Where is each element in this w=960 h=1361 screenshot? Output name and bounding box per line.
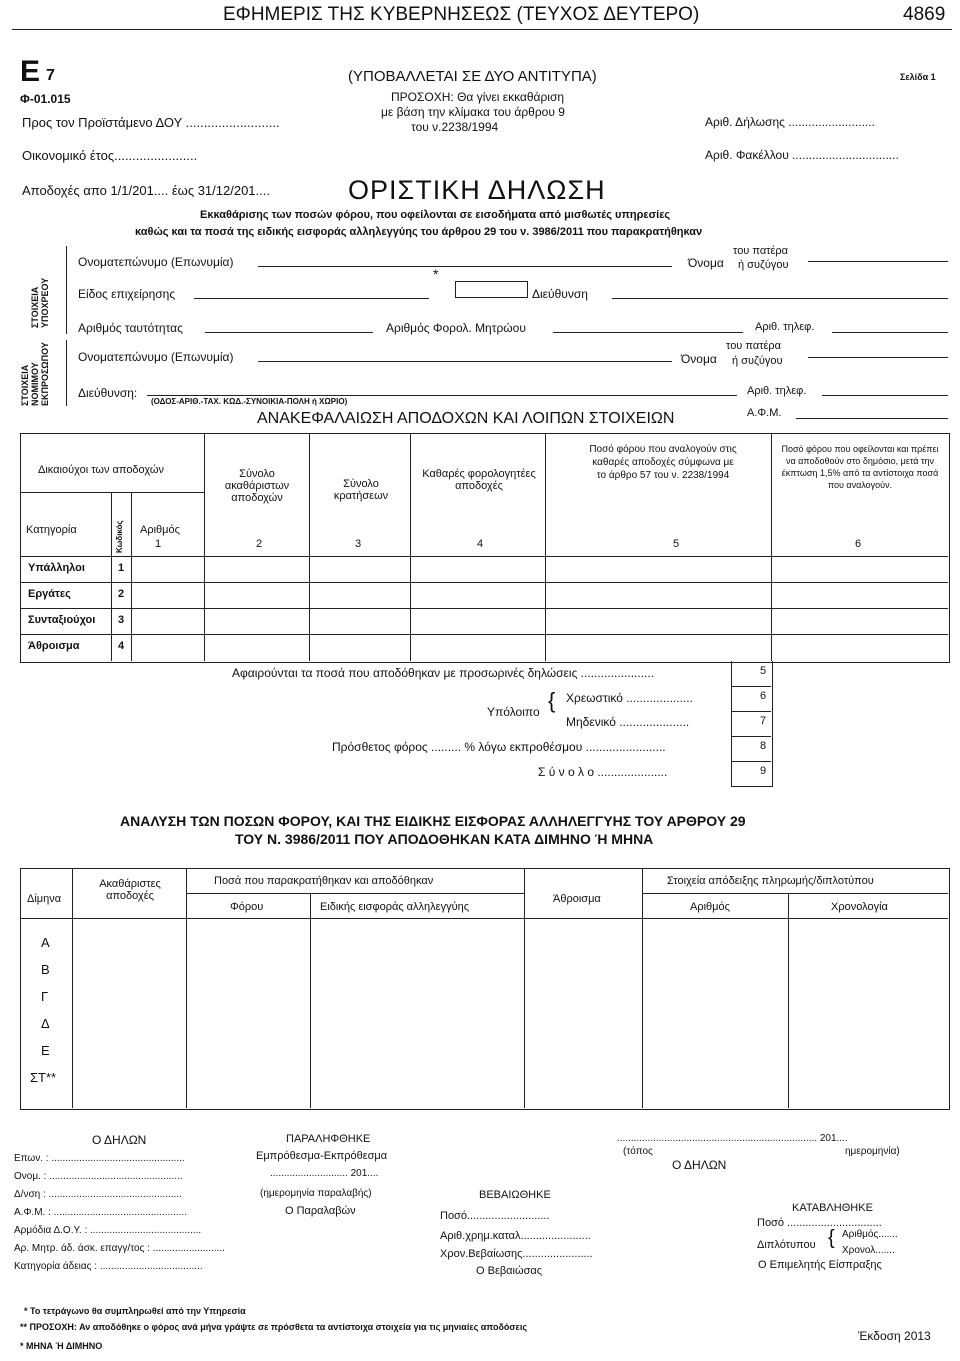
place-hint: (τόπος: [623, 1146, 653, 1157]
zero-label: Μηδενικό .....................: [566, 715, 690, 729]
employer-name-label: Ονοματεπώνυμο (Επωνυμία): [78, 255, 234, 269]
analysis-row-divider: [642, 893, 948, 894]
summary-col-divider: [131, 492, 132, 661]
employer-phone-label: Αριθ. τηλεφ.: [755, 321, 815, 333]
place-date-line[interactable]: ........................................................................ 201....: [617, 1133, 848, 1144]
analysis-col-divider: [72, 868, 73, 1108]
h-beneficiaries: Δικαιούχοι των αποδοχών: [38, 464, 164, 476]
edition-label: Έκδοση 2013: [858, 1329, 931, 1343]
rep-phone-label: Αριθ. τηλεφ.: [747, 385, 807, 397]
summary-col-divider: [111, 492, 112, 661]
file-no-field[interactable]: Αριθ. Φακέλλου ................................: [705, 148, 899, 162]
duplicate-number[interactable]: Αριθμός.......: [842, 1229, 898, 1240]
analysis-title-1: ΑΝΑΛΥΣΗ ΤΩΝ ΠΟΣΩΝ ΦΟΡΟΥ, ΚΑΙ ΤΗΣ ΕΙΔΙΚΗΣ ΕΙΣΦΟΡΑΣ ΑΛΛΗΛΕΓΓΥΗΣ ΤΟΥ ΑΡΘΡΟΥ 29: [120, 813, 746, 829]
h-proof-number: Αριθμός: [690, 901, 730, 913]
surcharge-no: 8: [760, 740, 767, 752]
code-divider: [731, 761, 771, 762]
h-net: Καθαρές φορολογητέες αποδοχές: [422, 468, 536, 492]
debit-label: Χρεωστικό ....................: [566, 691, 693, 705]
declarant-title-2: Ο ΔΗΛΩΝ: [672, 1158, 727, 1172]
page-number: 4869: [903, 4, 946, 25]
period-row: ΣΤ**: [30, 1070, 57, 1085]
note-1: * Το τετράγωνο θα συμπληρωθεί από την Υπηρεσία: [24, 1306, 246, 1316]
col-num: 3: [355, 538, 362, 550]
employer-phone-line[interactable]: [832, 332, 948, 333]
rep-father-label: Όνομα: [681, 352, 717, 366]
employer-father-line[interactable]: [808, 261, 948, 262]
col-num: 4: [477, 538, 484, 550]
subtitle-line1: Εκκαθάρισης των ποσών φόρου, που οφείλονται σε εισοδήματα από μισθωτές υπηρεσίες: [200, 209, 671, 221]
received-hint: (ημερομηνία παραλαβής): [260, 1188, 372, 1199]
row-code: 4: [118, 640, 125, 652]
rep-bracket: [66, 340, 67, 406]
summary-col-divider: [410, 433, 411, 661]
analysis-title-2: ΤΟΥ Ν. 3986/2011 ΠΟΥ ΑΠΟΔΟΘΗΚΑΝ ΚΑΤΑ ΔΙΜΗΝΟ Ή ΜΗΝΑ: [235, 831, 654, 847]
employer-address-label: Διεύθυνση: [532, 287, 588, 301]
footer-field[interactable]: Επων. : ................................................: [14, 1153, 185, 1164]
employer-side-label: ΣΤΟΙΧΕΙΑ ΥΠΟΧΡΕΟΥ: [30, 277, 50, 328]
note-3: * ΜΗΝΑ Ή ΔΙΜΗΝΟ: [20, 1341, 103, 1351]
h-proof: Στοιχεία απόδειξης πληρωμής/διπλοτύπου: [667, 875, 874, 887]
code-divider: [731, 711, 771, 712]
received-by: Εμπρόθεσμα-Εκπρόθεσμα: [256, 1150, 388, 1162]
employer-id-label: Αριθμός ταυτότητας: [78, 321, 183, 335]
period-row: Β: [41, 962, 50, 977]
certified-acct-no[interactable]: Αριθ.χρημ.καταλ.......................: [440, 1230, 591, 1242]
footer-field[interactable]: Δ/νση : ................................................: [14, 1189, 182, 1200]
h-gross: Σύνολο ακαθάριστων αποδοχών: [224, 468, 290, 504]
paid-amount[interactable]: Ποσό ...............................: [757, 1217, 882, 1229]
code-divider: [731, 686, 771, 687]
attention-line2: με βάση την κλίμακα του άρθρου 9: [381, 105, 565, 119]
h-tax-paid: Ποσό φόρου που οφείλονται και πρέπει να αποδοθούν στο δημόσιο, μετά την έκπτωση 1,5% από τα αντίστοιχα ποσά που αναλογούν.: [781, 444, 939, 490]
period-row: Α: [41, 935, 50, 950]
date-hint: ημερομηνία): [845, 1146, 900, 1157]
service-box: [455, 281, 528, 298]
employer-taxreg-line[interactable]: [553, 332, 743, 333]
analysis-col-divider: [642, 868, 643, 1108]
employer-bracket: [66, 246, 67, 334]
period-row: Δ: [41, 1016, 50, 1031]
rep-name-line[interactable]: [258, 361, 672, 362]
surcharge-label: Πρόσθετος φόρος ......... % λόγω εκπροθέσμου ........................: [332, 740, 666, 754]
row-label: Συνταξιούχοι: [28, 614, 96, 626]
deduct-label: Αφαιρούνται τα ποσά που αποδόθηκαν με προσωρινές δηλώσεις ......................: [232, 666, 655, 680]
rep-afm-label: Α.Φ.Μ.: [747, 407, 782, 419]
main-title: ΟΡΙΣΤΙΚΗ ΔΗΛΩΣΗ: [348, 175, 606, 205]
h-number: Αριθμός: [140, 524, 180, 536]
rep-address-line[interactable]: [147, 395, 737, 396]
period-field[interactable]: Αποδοχές απο 1/1/201.... έως 31/12/201....: [22, 183, 270, 198]
summary-col-divider: [204, 433, 205, 661]
footer-field[interactable]: Ονομ. : ................................................: [14, 1171, 183, 1182]
form-code-e-num: 7: [46, 67, 55, 84]
certified-title: ΒΕΒΑΙΩΘΗΚΕ: [479, 1189, 551, 1201]
received-title: ΠΑΡΑΛΗΦΘΗΚΕ: [286, 1133, 371, 1145]
footer-field[interactable]: Α.Φ.Μ. : ................................................: [14, 1207, 188, 1218]
summary-row-divider: [20, 556, 948, 557]
rep-address-label: Διεύθυνση:: [78, 386, 138, 400]
h-analysis-total: Άθροισμα: [553, 893, 601, 905]
col-num: 2: [256, 538, 263, 550]
row-label: Εργάτες: [28, 588, 71, 600]
attention-line3: του ν.2238/1994: [411, 120, 499, 134]
employer-business-label: Είδος επιχείρησης: [78, 287, 176, 301]
employer-father-opt2: ή συζύγου: [738, 259, 789, 271]
h-period: Δίμηνα: [27, 893, 62, 905]
summary-col-divider: [545, 433, 546, 661]
total-label: Σ ύ ν ο λ ο .....................: [538, 765, 668, 779]
row-code: 3: [118, 614, 125, 626]
gazette-header: ΕΦΗΜΕΡΙΣ ΤΗΣ ΚΥΒΕΡΝΗΣΕΩΣ (ΤΕΥΧΟΣ ΔΕΥΤΕΡΟ): [223, 4, 700, 25]
h-proof-date: Χρονολογία: [831, 901, 888, 913]
col-num: 6: [855, 538, 862, 550]
h-tax-due: Ποσό φόρου που αναλογούν στις καθαρές αποδοχές σύμφωνα με το άρθρο 57 του ν. 2238/1994: [589, 444, 737, 481]
certified-amount[interactable]: Ποσό...........................: [440, 1210, 550, 1222]
receiver: Ο Παραλαβών: [285, 1205, 356, 1217]
h-withheld: Ποσά που παρακρατήθηκαν και αποδόθηκαν: [214, 875, 434, 887]
rep-afm-line[interactable]: [796, 418, 948, 419]
certified-date[interactable]: Χρον.Βεβαίωσης.......................: [440, 1248, 593, 1260]
zero-no: 7: [760, 715, 767, 727]
duplicate-date[interactable]: Χρονολ.......: [842, 1245, 895, 1256]
note-2: ** ΠΡΟΣΟΧΗ: Αν αποδόθηκε ο φόρος ανά μήνα γράψτε σε πρόσθετα τα αντίστοιχα στοιχεία για τις μηνιαίες αποδόσεις: [20, 1322, 528, 1332]
col-num: 5: [673, 538, 680, 550]
employer-father-label: Όνομα: [688, 256, 724, 270]
footer-field[interactable]: Αρμόδια Δ.Ο.Υ. : ........................................: [14, 1225, 202, 1236]
debit-no: 6: [760, 690, 767, 702]
analysis-row-divider: [20, 918, 948, 919]
deduct-no: 5: [760, 665, 767, 677]
h-solidarity: Ειδικής εισφοράς αλληλεγγύης: [320, 901, 469, 913]
h-exempt: Σύνολο κρατήσεων: [333, 478, 389, 502]
remainder-label: Υπόλοιπο: [487, 705, 540, 719]
rep-side-label: ΣΤΟΙΧΕΙΑ ΝΟΜΙΜΟΥ ΕΚΠΡΟΣΩΠΟΥ: [20, 342, 50, 406]
summary-row-divider: [20, 492, 204, 493]
fiscal-year-field[interactable]: Οικονομικό έτος.......................: [22, 148, 198, 163]
rep-address-hint: (ΟΔΟΣ-ΑΡΙΘ.-ΤΑΧ. ΚΩΔ.-ΣΥΝΟΙΚΙΑ-ΠΟΛΗ ή ΧΩΡΙΟ): [151, 397, 348, 406]
paid-title: ΚΑΤΑΒΛΗΘΗΚΕ: [792, 1202, 873, 1214]
employer-id-line[interactable]: [205, 332, 373, 333]
rep-phone-line[interactable]: [822, 395, 948, 396]
row-label: Άθροισμα: [28, 640, 80, 652]
analysis-row-divider: [186, 893, 524, 894]
attention-line1: ΠΡΟΣΟΧΗ: Θα γίνει εκκαθάριση: [391, 90, 565, 104]
decl-no-field[interactable]: Αριθ. Δήλωσης ..........................: [705, 115, 875, 129]
period-row: Γ: [41, 989, 49, 1004]
period-row: Ε: [41, 1043, 50, 1058]
rep-father-line[interactable]: [808, 357, 948, 358]
summary-col-divider: [309, 433, 310, 661]
rep-father-opt1: του πατέρα: [726, 340, 782, 352]
summary-row-divider: [20, 634, 948, 635]
row-label: Υπάλληλοι: [28, 562, 85, 574]
employer-address-line[interactable]: [612, 298, 948, 299]
received-date[interactable]: ............................ 201....: [270, 1168, 379, 1179]
rep-father-opt2: ή συζύγου: [732, 355, 783, 367]
code-column-box: [731, 661, 773, 787]
analysis-table: [20, 868, 950, 1110]
h-code: Κωδικός: [115, 520, 124, 553]
h-category: Κατηγορία: [26, 524, 77, 536]
total-no: 9: [760, 765, 767, 777]
analysis-col-divider: [186, 868, 187, 1108]
employer-name-line[interactable]: [258, 266, 672, 267]
sheet-label: Σελίδα 1: [900, 72, 936, 82]
subtitle-line2: καθώς και τα ποσά της ειδικής εισφοράς αλληλεγγύης του άρθρου 29 του ν. 3986/2011 που παρακρατήθηκαν: [135, 226, 703, 238]
row-code: 1: [118, 562, 125, 574]
col-num: 1: [155, 538, 162, 550]
to-doy-field[interactable]: Προς τον Προϊστάμενο ΔΟΥ ..........................: [22, 115, 280, 130]
collector: Ο Επιμελητής Είσπραξης: [758, 1259, 882, 1271]
footer-field[interactable]: Αρ. Μητρ. άδ. άσκ. επαγγ/τος : ..........................: [14, 1243, 225, 1254]
certifier: Ο Βεβαιώσας: [476, 1265, 543, 1277]
analysis-col-divider: [788, 893, 789, 1108]
rep-name-label: Ονοματεπώνυμο (Επωνυμία): [78, 350, 234, 364]
summary-col-divider: [771, 433, 772, 661]
analysis-col-divider: [524, 868, 525, 1108]
code-divider: [731, 736, 771, 737]
employer-business-line[interactable]: [194, 298, 429, 299]
form-code-e: Ε: [20, 55, 41, 88]
h-analysis-gross: Ακαθάριστες αποδοχές: [99, 878, 161, 902]
employer-taxreg-label: Αριθμός Φορολ. Μητρώου: [386, 321, 526, 335]
summary-row-divider: [20, 608, 948, 609]
summary-title: ΑΝΑΚΕΦΑΛΑΙΩΣΗ ΑΠΟΔΟΧΩΝ ΚΑΙ ΛΟΙΠΩΝ ΣΤΟΙΧΕΙΩΝ: [257, 410, 675, 427]
row-code: 2: [118, 588, 125, 600]
footer-field[interactable]: Κατηγορία άδειας : .....................................: [14, 1261, 203, 1272]
employer-father-opt1: του πατέρα: [733, 245, 789, 257]
submit-note: (ΥΠΟΒΑΛΛΕΤΑΙ ΣΕ ΔΥΟ ΑΝΤΙΤΥΠΑ): [348, 68, 597, 85]
remainder-brace: {: [548, 688, 556, 713]
h-tax: Φόρου: [230, 901, 264, 913]
duplicate-brace: {: [828, 1227, 835, 1249]
analysis-col-divider: [310, 893, 311, 1108]
summary-row-divider: [20, 582, 948, 583]
form-code-f: Φ-01.015: [20, 92, 71, 106]
header-rule: [12, 29, 952, 30]
footer-declarant-title: Ο ΔΗΛΩΝ: [92, 1133, 147, 1147]
service-star: *: [433, 266, 439, 282]
duplicate-label: Διπλότυπου: [757, 1239, 816, 1251]
